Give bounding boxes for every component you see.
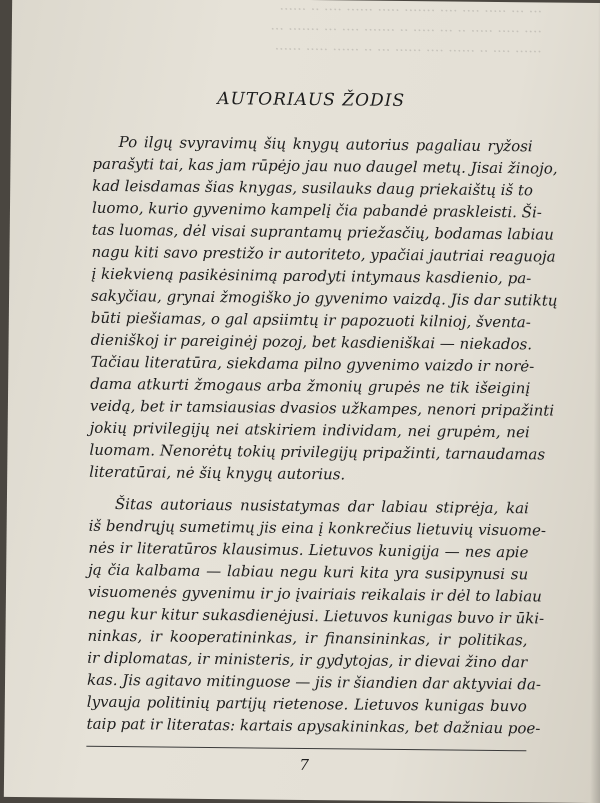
page-edge-shadow xyxy=(590,3,600,803)
text-line: iš bendrųjų sumetimų jis eina į konkrečius lietuvių visuome- xyxy=(88,516,547,540)
footer-rule xyxy=(86,746,526,752)
text-line: negu kur kitur sukasdienėjusi. Lietuvos kunigas buvo ir ūki- xyxy=(87,604,545,628)
text-line: ją čia kalbama — labiau negu kuri kita yra susipynusi su xyxy=(88,560,529,584)
text-line: į kiekvieną pasikėsinimą parodyti intymaus kasdienio, pa- xyxy=(91,264,532,288)
paragraph xyxy=(86,493,547,740)
text-line: dieniškoj ir pareiginėj pozoj, bet kasdieniškai — niekados. xyxy=(90,330,533,354)
text-line: parašyti tai, kas jam rūpėjo jau nuo daugel metų. Jisai žinojo, xyxy=(92,154,558,178)
page-number: 7 xyxy=(299,755,310,775)
text-line: ninkas, ir kooperatininkas, ir finansininkas, ir politikas, xyxy=(87,626,528,650)
text-line: sakyčiau, grynai žmogiško jo gyvenimo vaizdą. Jis dar sutiktų xyxy=(90,286,558,310)
text-line: kas. Jis agitavo mitinguose — jis ir šiandien dar aktyviai da- xyxy=(86,670,542,694)
text-line: luomo, kurio gyvenimo kampelį čia pabandė praskleisti. Ši- xyxy=(91,198,542,222)
text-line: taip pat ir literatas: kartais apysakininkas, bet dažniau poe- xyxy=(86,714,541,738)
book-page xyxy=(4,0,600,803)
text-line: veidą, bet ir tamsiausias dvasios užkampes, nenori pripažinti xyxy=(89,396,555,420)
text-line: jokių privilegijų nei atskiriem individam, nei grupėm, nei xyxy=(89,418,530,442)
text-line: tas luomas, dėl visai suprantamų priežasčių, bodamas labiau xyxy=(91,220,554,244)
show-through-text: ··· ··· ····· ···· ···· ······· ····· ······ ···· ·· ······ ···· ····· ····· ·· ··· ····· ·· ······· ···· ··· ······· ··· ······ ···· ·· ······ ···· ······ ··· ·· ······ ····· ······ xyxy=(270,1,543,61)
text-line: nagu kiti savo prestižo ir autoriteto, ypačiai jautriai reaguoja xyxy=(91,242,556,266)
text-line: Po ilgų svyravimų šių knygų autorius pagaliau ryžosi xyxy=(118,133,533,156)
text-line: literatūrai, nė šių knygų autorius. xyxy=(89,462,346,484)
page-title: AUTORIAUS ŽODIS xyxy=(217,89,406,111)
text-line: ir diplomatas, ir ministeris, ir gydytojas, ir dievai žino dar xyxy=(87,648,528,672)
text-line: lyvauja politinių partijų rietenose. Lietuvos kunigas buvo xyxy=(86,692,527,716)
text-line: kad leisdamas šias knygas, susilauks daug priekaištų iš to xyxy=(92,176,534,200)
text-line: visuomenės gyvenimu ir jo įvairiais reikalais ir dėl to labiau xyxy=(87,582,542,606)
text-line: dama atkurti žmogaus arba žmonių grupės ne tik išeiginį xyxy=(90,374,531,398)
text-line: luomam. Nenorėtų tokių privilegijų pripažinti, tarnaudamas xyxy=(89,440,546,464)
body-text xyxy=(86,131,558,740)
text-line: Šitas autoriaus nusistatymas dar labiau stiprėja, kai xyxy=(114,494,529,518)
text-line: būti piešiamas, o gal apsiimtų ir papozuoti kilnioj, šventa- xyxy=(90,308,531,332)
text-line: nės ir literatūros klausimus. Lietuvos kunigija — nes apie xyxy=(88,538,529,562)
paragraph xyxy=(89,131,558,488)
text-line: Tačiau literatūra, siekdama pilno gyvenimo vaizdo ir norė- xyxy=(90,352,535,376)
